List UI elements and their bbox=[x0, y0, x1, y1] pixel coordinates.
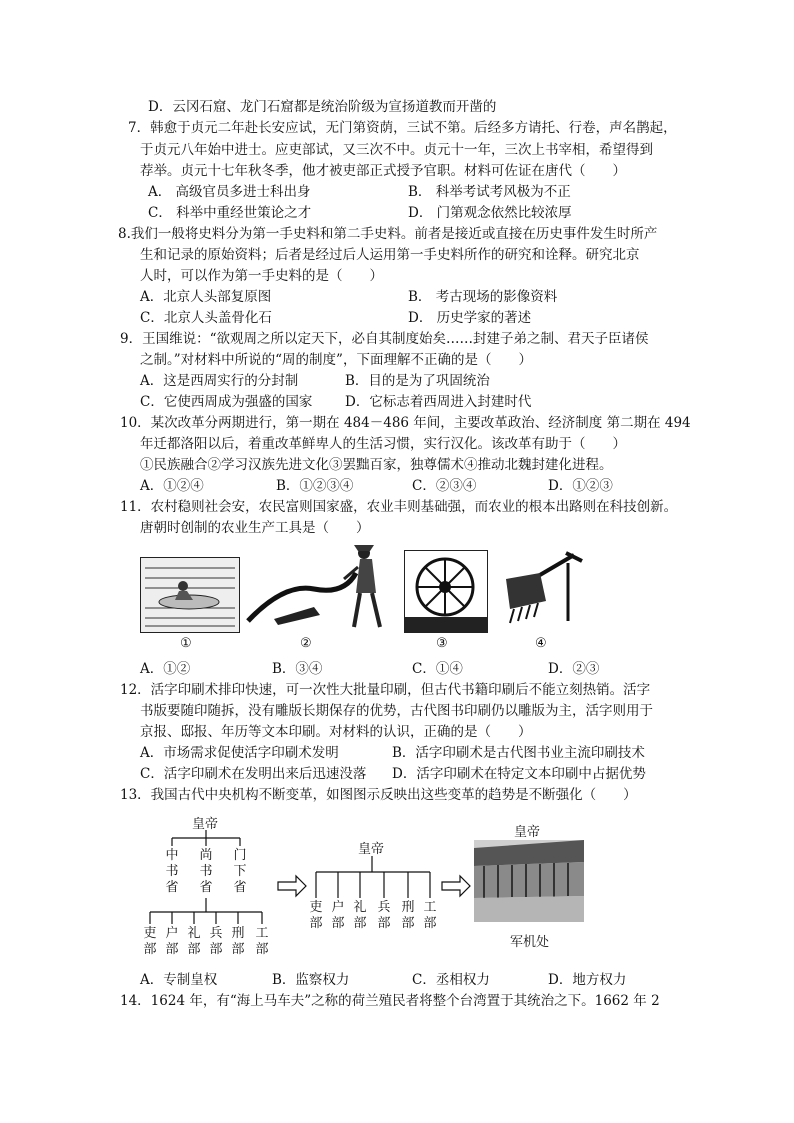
q14-stem-line-1: 14．1624 年，有“海上马车夫”之称的荷兰殖民者将整个台湾置于其统治之下。1662 年 2 bbox=[120, 993, 660, 1009]
left-ministry-xing: 刑部 bbox=[231, 926, 245, 957]
q9-option-d: D．它标志着西周进入封建时代 bbox=[345, 394, 532, 410]
q11-image-label-4: ④ bbox=[535, 636, 547, 651]
shangshu-sheng: 尚书省 bbox=[199, 848, 213, 895]
emperor-label-right: 皇帝 bbox=[514, 825, 541, 840]
q11-option-d: D．②③ bbox=[548, 661, 600, 677]
rice-transplanter-image bbox=[140, 557, 240, 633]
q9-option-a: A．这是西周实行的分封制 bbox=[140, 373, 299, 389]
q7-stem-line-2: 于贞元八年始中进士。应吏部试，又三次不中。贞元十一年，三次上书宰相，希望得到 bbox=[140, 142, 653, 158]
q13-stem-line-1: 13．我国古代中央机构不断变革，如图图示反映出这些变革的趋势是不断强化（ ） bbox=[120, 787, 637, 803]
q12-option-b: B．活字印刷术是古代图书业主流印刷技术 bbox=[392, 745, 645, 761]
q10-stem-line-1: 10．某次改革分两期进行，第一期在 484－486 年间，主要改革政治、经济制度 第二期在 494 bbox=[120, 415, 691, 431]
q8-option-c: C．北京人头盖骨化石 bbox=[140, 310, 272, 326]
q10-option-c: C．②③④ bbox=[412, 478, 477, 494]
q13-option-b: B．监察权力 bbox=[272, 972, 350, 988]
q13-option-d: D．地方权力 bbox=[548, 972, 627, 988]
emperor-label-left: 皇帝 bbox=[192, 817, 219, 832]
left-ministry-gong: 工部 bbox=[255, 926, 269, 957]
junjichu-label: 军机处 bbox=[510, 935, 550, 950]
q8-option-b: B． 考古现场的影像资料 bbox=[408, 289, 558, 305]
q9-stem-line-1: 9．王国维说：“欲观周之所以定天下，必自其制度始矣……封建子弟之制、君天子臣诸侯 bbox=[120, 331, 649, 347]
q12-option-c: C．活字印刷术在发明出来后迅速没落 bbox=[140, 766, 367, 782]
q13-option-a: A．专制皇权 bbox=[140, 972, 218, 988]
q12-stem-line-1: 12．活字印刷术排印快速，可一次性大批量印刷，但古代书籍印刷后不能立刻热销。活字 bbox=[120, 682, 651, 698]
q10-option-a: A．①②④ bbox=[140, 478, 204, 494]
q9-option-c: C．它使西周成为强盛的国家 bbox=[140, 394, 313, 410]
q11-stem-line-2: 唐朝时创制的农业生产工具是（ ） bbox=[140, 520, 370, 536]
curved-plow-image bbox=[244, 543, 392, 631]
q11-image-label-1: ① bbox=[180, 636, 192, 651]
q12-option-d: D．活字印刷术在特定文本印刷中占据优势 bbox=[392, 766, 646, 782]
zhongshu-sheng: 中书省 bbox=[165, 848, 179, 895]
q11-image-label-3: ③ bbox=[436, 636, 448, 651]
q12-stem-line-2: 书版要随印随拆，没有雕版长期保存的优势，古代图书印刷仍以雕版为主，活字则用于 bbox=[140, 703, 653, 719]
q13-option-c: C．丞相权力 bbox=[412, 972, 490, 988]
irrigation-tool-image bbox=[496, 549, 586, 631]
mid-ministry-xing: 刑部 bbox=[401, 900, 415, 931]
q7-option-d: D． 门第观念依然比较浓厚 bbox=[408, 205, 572, 221]
q11-option-c: C．①④ bbox=[412, 661, 463, 677]
q7-option-a: A． 高级官员多进士科出身 bbox=[148, 184, 311, 200]
left-ministry-bing: 兵部 bbox=[209, 926, 223, 957]
q8-option-a: A．北京人头部复原图 bbox=[140, 289, 272, 305]
emperor-label-middle: 皇帝 bbox=[358, 842, 385, 857]
q8-stem-line-1: 8.我们一般将史料分为第一手史料和第二手史料。前者是接近或直接在历史事件发生时所产 bbox=[118, 226, 658, 242]
water-wheel-image bbox=[404, 550, 488, 633]
q7-option-b: B． 科举考试考风极为不正 bbox=[408, 184, 571, 200]
mid-ministry-gong: 工部 bbox=[423, 900, 437, 931]
q10-stem-line-2: 年迁都洛阳以后，着重改革鲜卑人的生活习惯，实行汉化。该改革有助于（ ） bbox=[140, 436, 626, 452]
q11-image-label-2: ② bbox=[300, 636, 312, 651]
q9-stem-line-2: 之制。”对材料中所说的“周的制度”，下面理解不正确的是（ ） bbox=[140, 352, 532, 368]
q11-option-a: A．①② bbox=[140, 661, 191, 677]
menxia-sheng: 门下省 bbox=[233, 848, 247, 895]
q11-option-b: B．③④ bbox=[272, 661, 323, 677]
q8-option-d: D． 历史学家的著述 bbox=[408, 310, 532, 326]
q7-stem-line-3: 荐举。贞元十七年秋冬季，他才被吏部正式授予官职。材料可佐证在唐代（ ） bbox=[140, 163, 626, 179]
mid-ministry-hu: 户部 bbox=[331, 900, 345, 931]
mid-ministry-rites: 礼部 bbox=[353, 900, 367, 931]
q6-option-d: D．云冈石窟、龙门石窟都是统治阶级为宣扬道教而开凿的 bbox=[148, 99, 497, 115]
q9-option-b: B．目的是为了巩固统治 bbox=[345, 373, 490, 389]
left-ministry-rites: 礼部 bbox=[187, 926, 201, 957]
q12-stem-line-3: 京报、邸报、年历等文本印刷。对材料的认识，正确的是（ ） bbox=[140, 724, 532, 740]
left-ministry-li: 吏部 bbox=[143, 926, 157, 957]
q10-stem-line-3: ①民族融合②学习汉族先进文化③罢黜百家，独尊儒术④推动北魏封建化进程。 bbox=[140, 457, 613, 473]
mid-ministry-li: 吏部 bbox=[309, 900, 323, 931]
left-ministry-hu: 户部 bbox=[165, 926, 179, 957]
mid-ministry-bing: 兵部 bbox=[377, 900, 391, 931]
q11-stem-line-1: 11．农村稳则社会安，农民富则国家盛，农业丰则基础强，而农业的根本出路则在科技创新。 bbox=[120, 499, 678, 515]
q7-stem-line-1: 7．韩愈于贞元二年赴长安应试，无门第资荫，三试不第。后经多方请托、行卷，声名鹊起， bbox=[128, 120, 677, 136]
q10-option-d: D．①②③ bbox=[548, 478, 613, 494]
junjichu-photo bbox=[474, 840, 584, 922]
q8-stem-line-2: 生和记录的原始资料；后者是经过后人运用第一手史料所作的研究和诠释。研究北京 bbox=[140, 247, 640, 263]
q12-option-a: A．市场需求促使活字印刷术发明 bbox=[140, 745, 339, 761]
q8-stem-line-3: 人时，可以作为第一手史料的是（ ） bbox=[140, 268, 383, 284]
q10-option-b: B．①②③④ bbox=[276, 478, 354, 494]
q7-option-c: C． 科举中重经世策论之才 bbox=[148, 205, 312, 221]
